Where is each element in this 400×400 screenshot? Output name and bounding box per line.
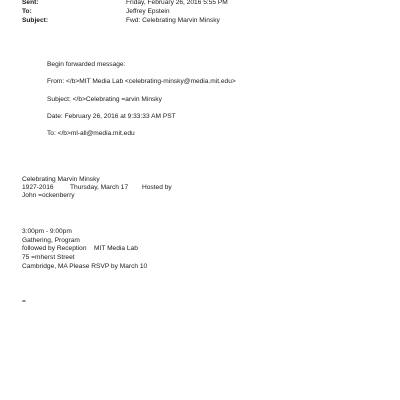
event-reception: followed by Reception	[22, 245, 87, 252]
forwarded-subject: Subject: </b>Celebrating =arvin Minsky	[47, 96, 162, 103]
to-label: To:	[22, 8, 32, 15]
event-time: 3:00pm - 9:00pm	[22, 228, 72, 235]
event-street: 75 =mherst Street	[22, 254, 75, 261]
event-host-name: John =ockenberry	[22, 192, 75, 199]
forwarded-date: Date: February 26, 2016 at 9:33:33 AM PST	[47, 113, 176, 120]
sent-label: Sent:	[22, 0, 39, 6]
event-hosted-by: Hosted by	[142, 184, 172, 191]
subject-label: Subject:	[22, 17, 49, 24]
trailing-mark: =	[22, 298, 26, 305]
event-title: Celebrating Marvin Minsky	[22, 176, 100, 183]
event-years: 1927-2016	[22, 184, 54, 191]
forwarded-intro: Begin forwarded message:	[47, 61, 126, 68]
forwarded-to: To: </b>ml-all@media.mit.edu	[47, 130, 135, 137]
event-city-rsvp: Cambridge, MA Please RSVP by March 10	[22, 263, 148, 270]
forwarded-from: From: </b>MIT Media Lab <celebrating-minsky@media.mit.edu>	[47, 78, 236, 85]
subject-value: Fwd: Celebrating Marvin Minsky	[126, 17, 220, 24]
event-date: Thursday, March 17	[70, 184, 129, 191]
sent-value: Friday, February 26, 2016 5:55 PM	[126, 0, 228, 6]
event-venue: MIT Media Lab	[94, 245, 138, 252]
event-program: Gathering, Program	[22, 237, 80, 244]
to-value: Jeffrey Epstein	[126, 8, 170, 15]
